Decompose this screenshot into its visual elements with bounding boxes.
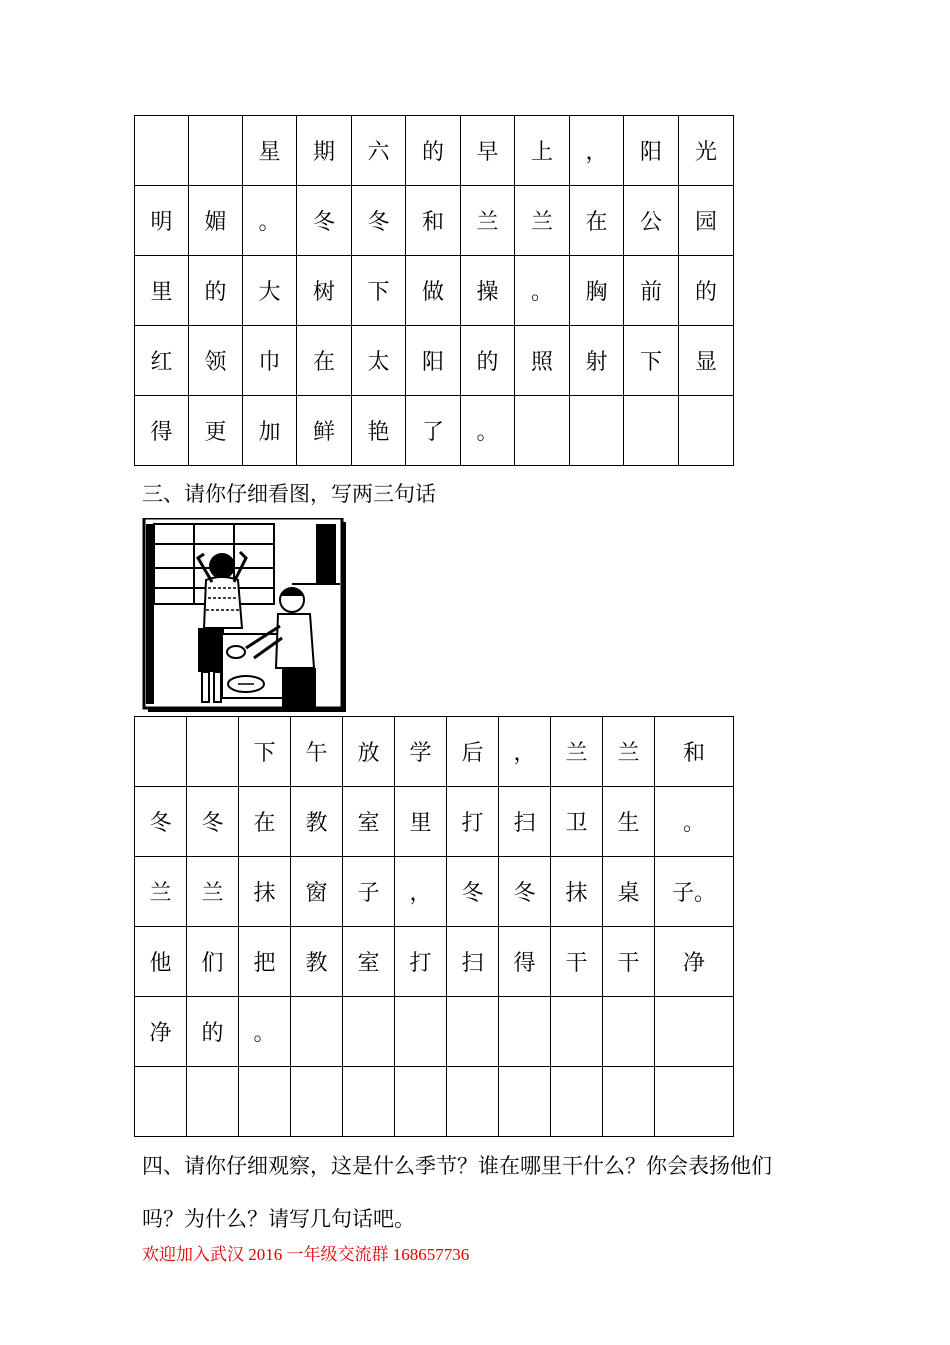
grid-cell: 窗	[291, 857, 343, 927]
grid-cell: 净	[135, 997, 187, 1067]
grid-cell	[447, 997, 499, 1067]
grid-cell: 冬	[447, 857, 499, 927]
grid-cell: 明	[135, 186, 189, 256]
grid-cell: 扫	[499, 787, 551, 857]
grid-cell: 下	[239, 717, 291, 787]
grid-cell: 胸	[570, 256, 624, 326]
grid-cell: 桌	[603, 857, 655, 927]
grid-cell: 艳	[352, 396, 406, 466]
grid-cell: 兰	[515, 186, 570, 256]
grid-cell: 冬	[297, 186, 352, 256]
grid-cell: 的	[406, 116, 461, 186]
grid-cell: 兰	[187, 857, 239, 927]
grid-cell	[624, 396, 679, 466]
section-3-heading: 三、请你仔细看图，写两三句话	[142, 482, 436, 506]
grid-cell: 媚	[189, 186, 243, 256]
grid-cell: 室	[343, 927, 395, 997]
grid-cell: 星	[243, 116, 297, 186]
grid-cell: 了	[406, 396, 461, 466]
grid-cell	[570, 396, 624, 466]
grid-cell	[187, 717, 239, 787]
grid-cell: 操	[461, 256, 515, 326]
grid-cell: 。	[655, 787, 734, 857]
grid-cell: 室	[343, 787, 395, 857]
grid-cell	[603, 1067, 655, 1137]
grid-cell	[135, 116, 189, 186]
grid-cell: 。	[243, 186, 297, 256]
grid-row	[135, 997, 734, 1067]
grid-cell: 后	[447, 717, 499, 787]
grid-cell	[679, 396, 734, 466]
grid-cell: 和	[406, 186, 461, 256]
grid-cell	[447, 1067, 499, 1137]
grid-cell: 上	[515, 116, 570, 186]
grid-cell: 射	[570, 326, 624, 396]
grid-cell: 教	[291, 787, 343, 857]
grid-cell	[395, 997, 447, 1067]
footer-note: 欢迎加入武汉 2016 一年级交流群 168657736	[142, 1245, 470, 1264]
grid-cell	[343, 1067, 395, 1137]
grid-row	[135, 927, 734, 997]
grid-cell: 园	[679, 186, 734, 256]
grid-cell	[291, 1067, 343, 1137]
grid-row	[135, 186, 734, 256]
grid-row	[135, 787, 734, 857]
grid-cell: 兰	[135, 857, 187, 927]
grid-cell: 子。	[655, 857, 734, 927]
grid-row	[135, 256, 734, 326]
grid-cell: ，	[395, 857, 447, 927]
grid-cell	[239, 1067, 291, 1137]
grid-cell: 早	[461, 116, 515, 186]
grid-row	[135, 396, 734, 466]
grid-cell: 大	[243, 256, 297, 326]
grid-cell: 光	[679, 116, 734, 186]
grid-cell: 冬	[499, 857, 551, 927]
grid-cell: 的	[679, 256, 734, 326]
grid-cell	[603, 997, 655, 1067]
grid-cell: 生	[603, 787, 655, 857]
grid-cell: 。	[515, 256, 570, 326]
grid-cell: 抹	[551, 857, 603, 927]
grid-cell: 阳	[624, 116, 679, 186]
grid-row	[135, 717, 734, 787]
grid-cell: ，	[570, 116, 624, 186]
grid-cell	[395, 1067, 447, 1137]
grid-cell: 更	[189, 396, 243, 466]
grid-cell	[189, 116, 243, 186]
grid-cell: 学	[395, 717, 447, 787]
grid-cell	[499, 997, 551, 1067]
grid-cell: 。	[239, 997, 291, 1067]
grid-cell: 冬	[135, 787, 187, 857]
grid-cell: 抹	[239, 857, 291, 927]
grid-cell: 下	[624, 326, 679, 396]
grid-cell: 太	[352, 326, 406, 396]
grid-cell: 阳	[406, 326, 461, 396]
grid-cell: 里	[135, 256, 189, 326]
grid-cell: 巾	[243, 326, 297, 396]
grid-cell: 在	[239, 787, 291, 857]
grid-cell: 的	[187, 997, 239, 1067]
grid-cell: 冬	[352, 186, 406, 256]
grid-cell: 打	[447, 787, 499, 857]
grid-cell: 兰	[461, 186, 515, 256]
grid-cell: 把	[239, 927, 291, 997]
grid-cell: 干	[551, 927, 603, 997]
grid-cell: 加	[243, 396, 297, 466]
grid-cell: 和	[655, 717, 734, 787]
grid-cell: ，	[499, 717, 551, 787]
grid-cell: 在	[297, 326, 352, 396]
classroom-cleaning-illustration	[142, 518, 349, 715]
classroom-cleaning-icon	[142, 518, 349, 715]
grid-cell	[655, 1067, 734, 1137]
grid-cell: 午	[291, 717, 343, 787]
grid-cell	[515, 396, 570, 466]
grid-cell: 显	[679, 326, 734, 396]
grid-cell: 们	[187, 927, 239, 997]
grid-cell: 教	[291, 927, 343, 997]
section-4-heading-line2: 吗？为什么？请写几句话吧。	[142, 1207, 415, 1231]
grid-cell: 冬	[187, 787, 239, 857]
writing-grid-2	[134, 716, 734, 1137]
grid-cell: 公	[624, 186, 679, 256]
grid-cell: 。	[461, 396, 515, 466]
grid-cell	[135, 717, 187, 787]
grid-cell: 放	[343, 717, 395, 787]
grid-row	[135, 116, 734, 186]
grid-row	[135, 1067, 734, 1137]
grid-cell: 做	[406, 256, 461, 326]
grid-cell	[551, 997, 603, 1067]
grid-cell: 的	[461, 326, 515, 396]
grid-row	[135, 326, 734, 396]
grid-cell: 子	[343, 857, 395, 927]
grid-cell	[343, 997, 395, 1067]
grid-row	[135, 857, 734, 927]
section-4-heading-line1: 四、请你仔细观察，这是什么季节？谁在哪里干什么？你会表扬他们	[142, 1154, 772, 1178]
grid-cell: 期	[297, 116, 352, 186]
grid-cell: 净	[655, 927, 734, 997]
grid-cell: 的	[189, 256, 243, 326]
grid-cell	[291, 997, 343, 1067]
grid-cell	[499, 1067, 551, 1137]
grid-cell	[135, 1067, 187, 1137]
grid-cell: 干	[603, 927, 655, 997]
grid-cell: 兰	[603, 717, 655, 787]
grid-cell: 在	[570, 186, 624, 256]
grid-cell: 红	[135, 326, 189, 396]
grid-cell: 得	[499, 927, 551, 997]
grid-cell: 打	[395, 927, 447, 997]
grid-cell: 六	[352, 116, 406, 186]
grid-cell: 里	[395, 787, 447, 857]
grid-cell	[655, 997, 734, 1067]
grid-cell: 兰	[551, 717, 603, 787]
grid-cell: 扫	[447, 927, 499, 997]
grid-cell: 前	[624, 256, 679, 326]
grid-cell: 树	[297, 256, 352, 326]
grid-cell: 鲜	[297, 396, 352, 466]
grid-cell: 他	[135, 927, 187, 997]
writing-grid-1	[134, 115, 734, 466]
grid-cell	[551, 1067, 603, 1137]
grid-cell: 照	[515, 326, 570, 396]
grid-cell: 卫	[551, 787, 603, 857]
grid-cell: 下	[352, 256, 406, 326]
grid-cell: 得	[135, 396, 189, 466]
grid-cell	[187, 1067, 239, 1137]
grid-cell: 领	[189, 326, 243, 396]
